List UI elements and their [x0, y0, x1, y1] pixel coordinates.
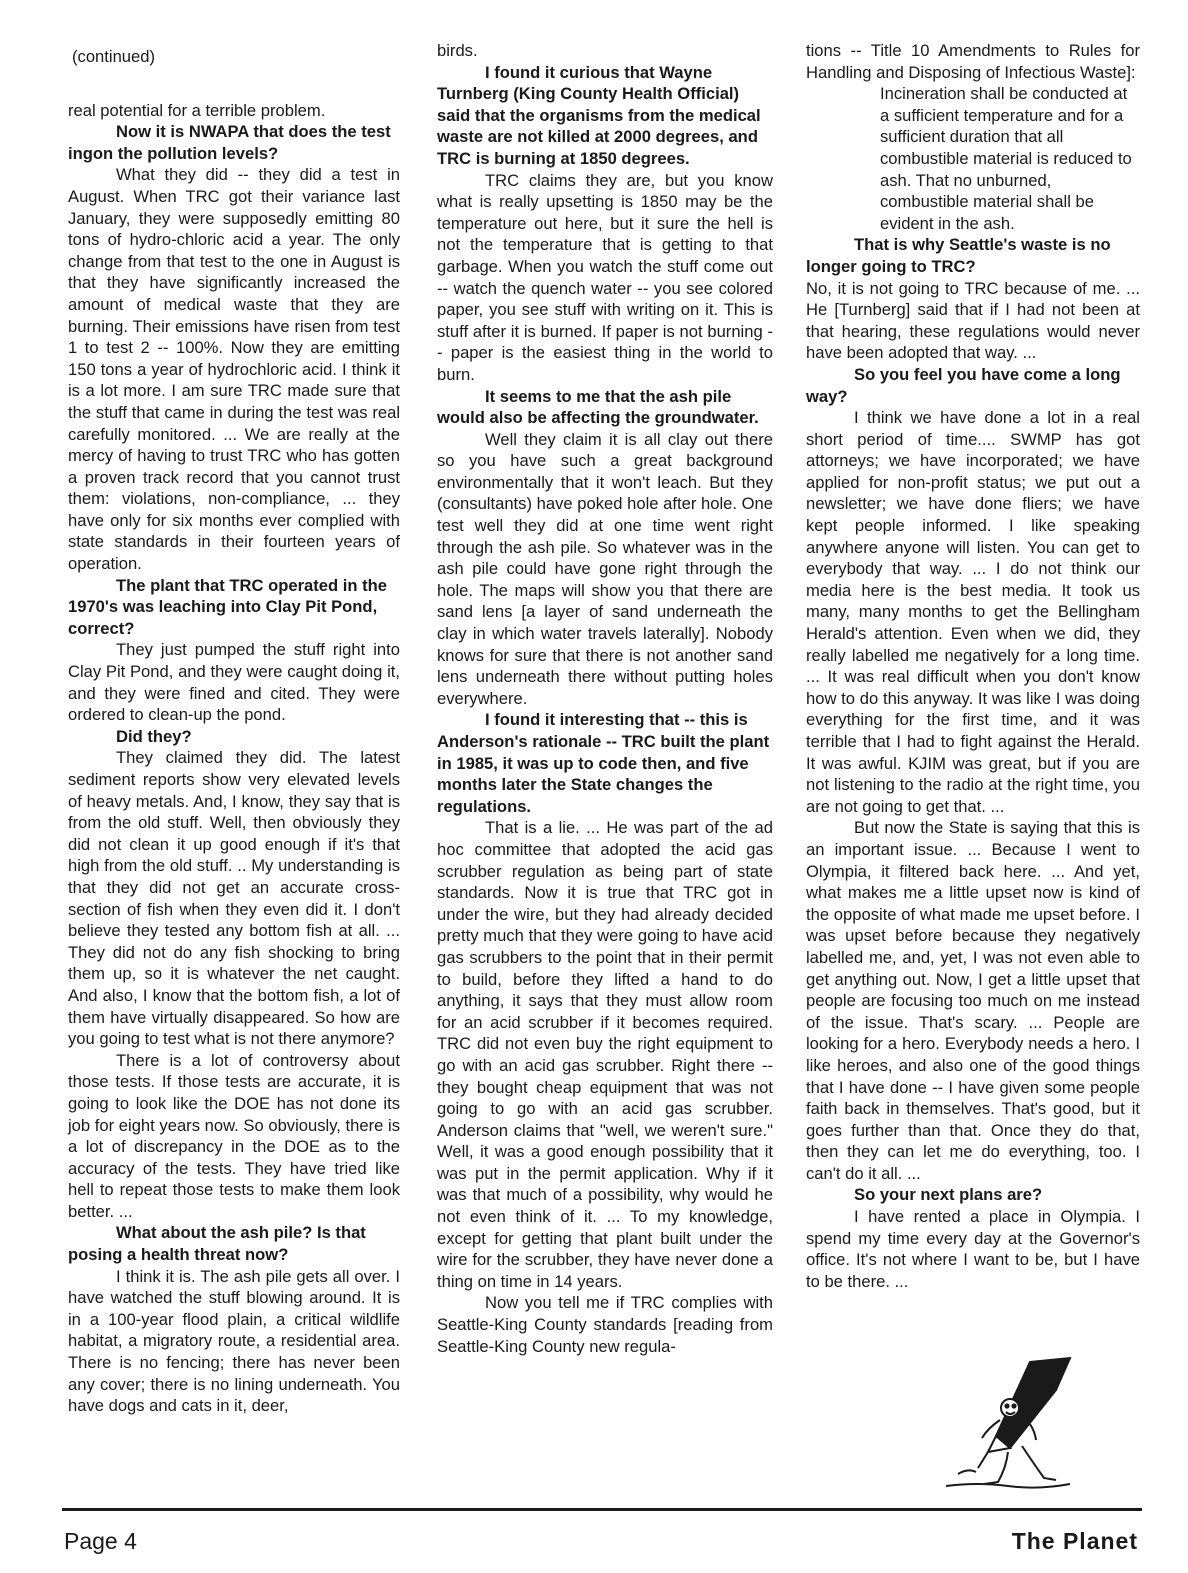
paragraph: They just pumped the stuff right into Clay Pit Pond, and they were caught doing it, and they were fined and cited. They were ordered to clean-up the pond.: [68, 640, 400, 725]
interview-question: I found it interesting that -- this is Anderson's rationale -- TRC built the plant in 1985, it was up to code then, and five months later the State changes the regulations.: [437, 710, 770, 816]
paragraph: Now you tell me if TRC complies with Seattle-King County standards [reading from Seattle-King County new regula-: [437, 1293, 773, 1356]
paragraph: real potential for a terrible problem.: [68, 100, 326, 120]
footer-rule: [62, 1508, 1142, 1511]
paragraph: They claimed they did. The latest sediment reports show very elevated levels of heavy metals. And, I know, they say that is from the old stuff. Well, then obviously they did not clean it up good enough if it's that high from the old stuff. .. My understanding is that they did not get an accurate cross-section of fish when they even did it. I don't believe they tested any bottom fish at all. ... They did not do any fish shocking to bring them up, so it is whatever the net caught. And also, I know that the bottom fish, a lot of them have virtually disappeared. So how are you going to test what is not there anymore?: [68, 748, 400, 1049]
paragraph: tions -- Title 10 Amendments to Rules for Handling and Disposing of Infectious Waste]:: [806, 41, 1140, 82]
article-column-2: [437, 40, 773, 1357]
publication-name: The Planet: [1011, 1528, 1138, 1554]
col2-body: [437, 40, 773, 1357]
article-column-3: [806, 40, 1140, 1292]
paragraph: There is a lot of controversy about those tests. If those tests are accurate, it is going to look like the DOE has not done its job for eight years now. So obviously, there is a lot of discrepancy in the DOE as to the accuracy of the tests. They have tried like hell to repeat those tests to make them look better. ...: [68, 1050, 400, 1221]
paragraph: That is a lie. ... He was part of the ad hoc committee that adopted the acid gas scrubber regulation as being part of state standards. Now it is true that TRC got in under the wire, but they had already decided pretty much that they were going to have acid gas scrubbers to the point that in their permit to build, before they lifted a hand to do anything, it says that they must allow room for an acid scrubber if it becomes required. TRC did not even buy the right equipment to go with an acid gas scrubber. Right there -- they bought cheap equipment that was not going to go with an acid gas scrubber. Anderson claims that "well, we weren't sure." Well, it was a good enough possibility that it was put in the permit application. Why if it was that much of a possibility, why would he not even think of it. ... To my knowledge, except for getting that plant built under the wire for the scrubber, they have never done a thing on time in 14 years.: [437, 818, 773, 1291]
interview-question: So your next plans are?: [854, 1185, 1043, 1205]
continued-label: (continued): [72, 47, 156, 66]
paragraph: Well they claim it is all clay out there so you have such a great background environmentally that it won't leach. But they (consultants) have poked hole after hole. One test well they did at one time went right through the ash pile. So whatever was in the ash pile could have gone right through the hole. The maps will show you that there are sand lens [a layer of sand underneath the clay in which water travels laterally]. Nobody knows for sure that there is not another sand lens underneath there without putting holes everywhere.: [437, 429, 773, 708]
interview-question: That is why Seattle's waste is no longer going to TRC?: [806, 235, 1111, 276]
interview-question: I found it curious that Wayne Turnberg (King County Health Official) said that the organisms from the medical waste are not killed at 2000 degrees, and TRC is burning at 1850 degrees.: [437, 62, 761, 168]
interview-question: What about the ash pile? Is that posing a health threat now?: [68, 1223, 366, 1265]
fountain-pen-character-icon: [938, 1356, 1078, 1492]
paragraph: I think we have done a lot in a real short period of time.... SWMP has got attorneys; we have incorporated; we have applied for non-profit status; we put out a newsletter; we have done fliers; we have kept people informed. I like speaking anywhere anyone will listen. You can get to everybody that way. ... I do not think our media here is the best media. It took us many, many months to get the Bellingham Herald's attention. Even when we did, they really labelled me negatively for a long time. ... It was real difficult when you don't know how to do this anyway. It was like I was doing everything for the first time, and it was terrible that I had to fight against the Herald. It was awful. KJIM was great, but if you are not listening to the radio at the right time, you are not going to get that. ...: [806, 408, 1140, 816]
col1-body: [68, 100, 400, 1417]
interview-question: Did they?: [116, 726, 192, 746]
paragraph: TRC claims they are, but you know what is really upsetting is 1850 may be the temperature out here, but it sure the hell is not the temperature that is getting to that garbage. When you watch the stuff come out -- watch the quench water -- you see colored paper, you see stuff with writing on it. This is stuff after it is burned. If paper is not burning -- paper is the easiest thing in the world to burn.: [437, 170, 773, 384]
interview-question: It seems to me that the ash pile would also be affecting the groundwater.: [437, 386, 759, 428]
paragraph: But now the State is saying that this is an important issue. ... Because I went to Olympia, it filtered back here. ... And yet, what makes me a little upset now is kind of the opposite of what made me upset before. I was upset before because they negatively labelled me, and, yet, I was not even able to get anything out. Now, I get a little upset that people are focusing too much on me instead of the issue. That's scary. ... People are looking for a hero. Everybody needs a hero. I like heroes, and also one of the good things that I have done -- I have given some people faith back in themselves. That's good, but it goes further than that. Once they do that, then they can let me do everything, too. I can't do it all. ...: [806, 818, 1140, 1183]
quoted-regulation: Incineration shall be conducted at a sufficient temperature and for a sufficient duration that all combustible material is reduced to ash. That no unburned, combustible material shall be evident in the ash.: [880, 84, 1132, 233]
col3-body: [806, 40, 1140, 1292]
paragraph: I think it is. The ash pile gets all over. I have watched the stuff blowing around. It is in a 100-year flood plain, a critical wildlife habitat, a migratory route, a residential area. There is no fencing; there has never been any cover; there is no lining underneath. You have dogs and cats in it, deer,: [68, 1266, 400, 1416]
interview-question: The plant that TRC operated in the 1970's was leaching into Clay Pit Pond, correct?: [68, 575, 388, 638]
page-number: Page 4: [64, 1528, 137, 1554]
paragraph: No, it is not going to TRC because of me. ... He [Turnberg] said that if I had not been at that hearing, these regulations would never have been adopted that way. ...: [806, 278, 1140, 363]
paragraph: I have rented a place in Olympia. I spend my time every day at the Governor's office. It's not where I want to be, but I have to be there. ...: [806, 1207, 1140, 1291]
interview-question: Now it is NWAPA that does the test ingon the pollution levels?: [68, 122, 391, 163]
paragraph: What they did -- they did a test in August. When TRC got their variance last January, they were supposedly emitting 80 tons of hydro-chloric acid a year. The only change from that test to the one in August is that they have significantly increased the amount of medical waste that they are burning. Their emissions have risen from test 1 to test 2 -- 100%. Now they are emitting 150 tons a year of hydrochloric acid. I think it is a lot more. I am sure TRC made sure that the stuff that came in during the test was real carefully monitored. ... We are really at the mercy of having to trust TRC who has gotten a proven track record that you cannot trust them: violations, non-compliance, ... they have only for six months ever complied with state standards in their fourteen years of operation.: [68, 165, 400, 574]
interview-question: So you feel you have come a long way?: [806, 364, 1121, 406]
paragraph: birds.: [437, 41, 478, 60]
article-column-1: [68, 40, 400, 1417]
